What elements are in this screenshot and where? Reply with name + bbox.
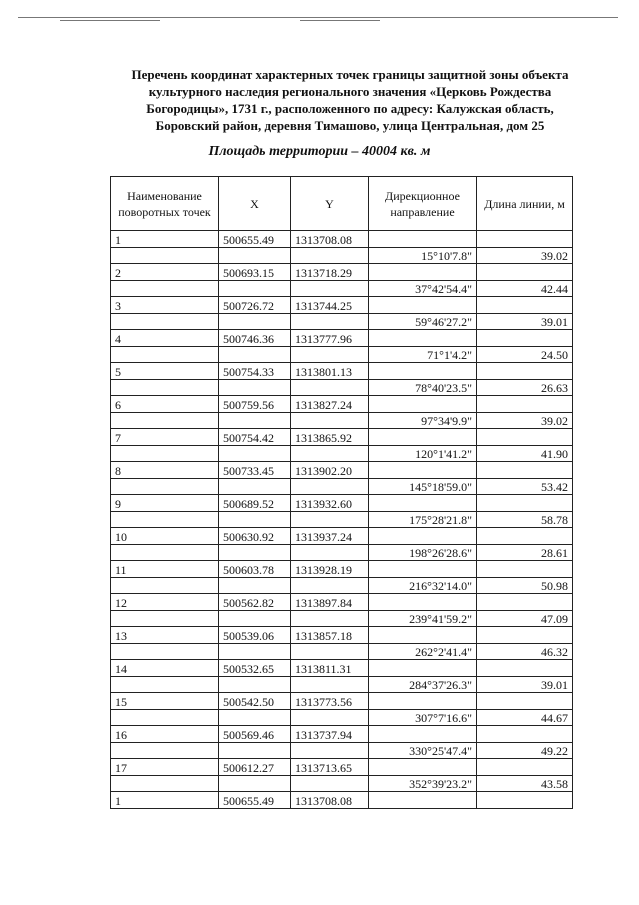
direction-cell: 262°2'41.4" — [369, 643, 477, 660]
empty-cell — [291, 742, 369, 759]
point-name-cell: 14 — [111, 660, 219, 677]
segment-row — [111, 709, 573, 726]
direction-cell: 145°18'59.0" — [369, 478, 477, 495]
direction-cell: 175°28'21.8" — [369, 511, 477, 528]
empty-cell — [369, 330, 477, 347]
segment-row — [111, 247, 573, 264]
empty-cell — [369, 264, 477, 281]
empty-cell — [291, 445, 369, 462]
empty-cell — [477, 627, 573, 644]
empty-cell — [291, 412, 369, 429]
x-cell: 500603.78 — [219, 561, 291, 578]
y-cell: 1313857.18 — [291, 627, 369, 644]
segment-row — [111, 313, 573, 330]
point-row — [111, 693, 573, 710]
point-name-cell: 6 — [111, 396, 219, 413]
segment-row — [111, 379, 573, 396]
empty-cell — [477, 726, 573, 743]
x-cell: 500754.33 — [219, 363, 291, 380]
segment-row — [111, 445, 573, 462]
empty-cell — [369, 693, 477, 710]
point-row — [111, 264, 573, 281]
scan-artifact-line — [18, 17, 618, 18]
empty-cell — [111, 412, 219, 429]
length-cell: 53.42 — [477, 478, 573, 495]
point-row — [111, 627, 573, 644]
point-row — [111, 660, 573, 677]
empty-cell — [111, 610, 219, 627]
header-point-name: Наименование поворотных точек — [111, 177, 219, 231]
point-row — [111, 759, 573, 776]
direction-cell: 352°39'23.2" — [369, 775, 477, 792]
direction-cell: 284°37'26.3" — [369, 676, 477, 693]
y-cell: 1313718.29 — [291, 264, 369, 281]
point-name-cell: 7 — [111, 429, 219, 446]
empty-cell — [219, 577, 291, 594]
empty-cell — [369, 297, 477, 314]
point-row — [111, 462, 573, 479]
direction-cell: 216°32'14.0" — [369, 577, 477, 594]
segment-row — [111, 676, 573, 693]
empty-cell — [111, 709, 219, 726]
empty-cell — [291, 346, 369, 363]
segment-row — [111, 775, 573, 792]
empty-cell — [291, 379, 369, 396]
empty-cell — [291, 577, 369, 594]
empty-cell — [111, 742, 219, 759]
length-cell: 49.22 — [477, 742, 573, 759]
empty-cell — [291, 313, 369, 330]
point-name-cell: 1 — [111, 792, 219, 809]
empty-cell — [219, 247, 291, 264]
length-cell: 28.61 — [477, 544, 573, 561]
empty-cell — [219, 346, 291, 363]
point-row — [111, 363, 573, 380]
empty-cell — [111, 313, 219, 330]
y-cell: 1313932.60 — [291, 495, 369, 512]
empty-cell — [219, 676, 291, 693]
empty-cell — [219, 742, 291, 759]
y-cell: 1313708.08 — [291, 231, 369, 248]
direction-cell: 239°41'59.2" — [369, 610, 477, 627]
direction-cell: 71°1'4.2" — [369, 346, 477, 363]
direction-cell: 78°40'23.5" — [369, 379, 477, 396]
direction-cell: 37°42'54.4" — [369, 280, 477, 297]
empty-cell — [369, 726, 477, 743]
segment-row — [111, 511, 573, 528]
point-name-cell: 3 — [111, 297, 219, 314]
empty-cell — [477, 528, 573, 545]
length-cell: 39.02 — [477, 412, 573, 429]
empty-cell — [477, 792, 573, 809]
length-cell: 41.90 — [477, 445, 573, 462]
length-cell: 39.02 — [477, 247, 573, 264]
segment-row — [111, 577, 573, 594]
empty-cell — [477, 759, 573, 776]
empty-cell — [219, 478, 291, 495]
length-cell: 39.01 — [477, 313, 573, 330]
x-cell: 500630.92 — [219, 528, 291, 545]
empty-cell — [291, 775, 369, 792]
segment-row — [111, 643, 573, 660]
segment-row — [111, 478, 573, 495]
empty-cell — [291, 511, 369, 528]
empty-cell — [369, 660, 477, 677]
empty-cell — [219, 775, 291, 792]
empty-cell — [477, 231, 573, 248]
coordinates-table — [110, 176, 573, 809]
length-cell: 46.32 — [477, 643, 573, 660]
y-cell: 1313902.20 — [291, 462, 369, 479]
direction-cell: 307°7'16.6" — [369, 709, 477, 726]
length-cell: 24.50 — [477, 346, 573, 363]
x-cell: 500746.36 — [219, 330, 291, 347]
y-cell: 1313865.92 — [291, 429, 369, 446]
x-cell: 500562.82 — [219, 594, 291, 611]
empty-cell — [219, 445, 291, 462]
point-row — [111, 792, 573, 809]
empty-cell — [477, 462, 573, 479]
y-cell: 1313713.65 — [291, 759, 369, 776]
x-cell: 500689.52 — [219, 495, 291, 512]
empty-cell — [291, 544, 369, 561]
length-cell: 44.67 — [477, 709, 573, 726]
point-name-cell: 1 — [111, 231, 219, 248]
empty-cell — [111, 676, 219, 693]
header-y: Y — [291, 177, 369, 231]
point-row — [111, 297, 573, 314]
segment-row — [111, 280, 573, 297]
empty-cell — [111, 511, 219, 528]
point-name-cell: 8 — [111, 462, 219, 479]
empty-cell — [477, 330, 573, 347]
empty-cell — [219, 280, 291, 297]
point-name-cell: 13 — [111, 627, 219, 644]
empty-cell — [369, 627, 477, 644]
empty-cell — [477, 561, 573, 578]
empty-cell — [219, 511, 291, 528]
title-line: Боровский район, деревня Тимашово, улица Центральная, дом 25 — [155, 118, 545, 133]
point-name-cell: 15 — [111, 693, 219, 710]
y-cell: 1313937.24 — [291, 528, 369, 545]
x-cell: 500542.50 — [219, 693, 291, 710]
empty-cell — [477, 495, 573, 512]
point-name-cell: 4 — [111, 330, 219, 347]
title-line: Богородицы», 1731 г., расположенного по адресу: Калужская область, — [146, 101, 554, 116]
x-cell: 500539.06 — [219, 627, 291, 644]
x-cell: 500655.49 — [219, 231, 291, 248]
empty-cell — [369, 396, 477, 413]
empty-cell — [111, 577, 219, 594]
empty-cell — [291, 643, 369, 660]
x-cell: 500726.72 — [219, 297, 291, 314]
empty-cell — [111, 544, 219, 561]
empty-cell — [369, 759, 477, 776]
empty-cell — [291, 478, 369, 495]
empty-cell — [111, 247, 219, 264]
table-header-row — [111, 177, 573, 231]
y-cell: 1313737.94 — [291, 726, 369, 743]
x-cell: 500532.65 — [219, 660, 291, 677]
y-cell: 1313827.24 — [291, 396, 369, 413]
empty-cell — [219, 643, 291, 660]
area-caption: Площадь территории – 40004 кв. м — [208, 144, 431, 159]
empty-cell — [291, 280, 369, 297]
point-name-cell: 10 — [111, 528, 219, 545]
table-body — [111, 231, 573, 809]
x-cell: 500693.15 — [219, 264, 291, 281]
title-line: Перечень координат характерных точек границы защитной зоны объекта — [131, 67, 569, 82]
empty-cell — [369, 495, 477, 512]
empty-cell — [477, 396, 573, 413]
empty-cell — [477, 264, 573, 281]
empty-cell — [477, 429, 573, 446]
point-row — [111, 594, 573, 611]
empty-cell — [111, 445, 219, 462]
empty-cell — [477, 693, 573, 710]
empty-cell — [291, 247, 369, 264]
point-row — [111, 495, 573, 512]
scan-artifact-line — [300, 20, 380, 21]
y-cell: 1313928.19 — [291, 561, 369, 578]
empty-cell — [219, 544, 291, 561]
point-name-cell: 5 — [111, 363, 219, 380]
empty-cell — [369, 792, 477, 809]
empty-cell — [219, 313, 291, 330]
point-name-cell: 11 — [111, 561, 219, 578]
empty-cell — [219, 379, 291, 396]
empty-cell — [291, 610, 369, 627]
x-cell: 500733.45 — [219, 462, 291, 479]
x-cell: 500759.56 — [219, 396, 291, 413]
length-cell: 50.98 — [477, 577, 573, 594]
direction-cell: 198°26'28.6" — [369, 544, 477, 561]
x-cell: 500655.49 — [219, 792, 291, 809]
direction-cell: 97°34'9.9" — [369, 412, 477, 429]
direction-cell: 120°1'41.2" — [369, 445, 477, 462]
empty-cell — [369, 363, 477, 380]
direction-cell: 330°25'47.4" — [369, 742, 477, 759]
x-cell: 500569.46 — [219, 726, 291, 743]
point-name-cell: 16 — [111, 726, 219, 743]
empty-cell — [477, 594, 573, 611]
header-direction: Дирекционное направление — [369, 177, 477, 231]
empty-cell — [477, 660, 573, 677]
length-cell: 58.78 — [477, 511, 573, 528]
empty-cell — [369, 561, 477, 578]
direction-cell: 15°10'7.8" — [369, 247, 477, 264]
y-cell: 1313897.84 — [291, 594, 369, 611]
segment-row — [111, 346, 573, 363]
point-name-cell: 2 — [111, 264, 219, 281]
point-row — [111, 231, 573, 248]
y-cell: 1313801.13 — [291, 363, 369, 380]
empty-cell — [111, 643, 219, 660]
length-cell: 43.58 — [477, 775, 573, 792]
y-cell: 1313708.08 — [291, 792, 369, 809]
point-name-cell: 9 — [111, 495, 219, 512]
segment-row — [111, 610, 573, 627]
y-cell: 1313811.31 — [291, 660, 369, 677]
length-cell: 47.09 — [477, 610, 573, 627]
empty-cell — [219, 610, 291, 627]
empty-cell — [111, 346, 219, 363]
point-row — [111, 726, 573, 743]
length-cell: 42.44 — [477, 280, 573, 297]
empty-cell — [111, 478, 219, 495]
point-row — [111, 429, 573, 446]
y-cell: 1313744.25 — [291, 297, 369, 314]
empty-cell — [219, 412, 291, 429]
point-name-cell: 12 — [111, 594, 219, 611]
y-cell: 1313777.96 — [291, 330, 369, 347]
segment-row — [111, 412, 573, 429]
segment-row — [111, 742, 573, 759]
point-row — [111, 330, 573, 347]
point-row — [111, 528, 573, 545]
scan-artifact-line — [60, 20, 160, 21]
empty-cell — [111, 379, 219, 396]
empty-cell — [369, 429, 477, 446]
empty-cell — [291, 709, 369, 726]
empty-cell — [111, 280, 219, 297]
empty-cell — [291, 676, 369, 693]
point-row — [111, 396, 573, 413]
direction-cell: 59°46'27.2" — [369, 313, 477, 330]
header-length: Длина линии, м — [477, 177, 573, 231]
empty-cell — [369, 594, 477, 611]
empty-cell — [369, 528, 477, 545]
empty-cell — [369, 231, 477, 248]
segment-row — [111, 544, 573, 561]
point-row — [111, 561, 573, 578]
empty-cell — [369, 462, 477, 479]
y-cell: 1313773.56 — [291, 693, 369, 710]
empty-cell — [219, 709, 291, 726]
empty-cell — [111, 775, 219, 792]
point-name-cell: 17 — [111, 759, 219, 776]
empty-cell — [477, 363, 573, 380]
x-cell: 500612.27 — [219, 759, 291, 776]
length-cell: 39.01 — [477, 676, 573, 693]
empty-cell — [477, 297, 573, 314]
header-x: X — [219, 177, 291, 231]
x-cell: 500754.42 — [219, 429, 291, 446]
title-line: культурного наследия регионального значения «Церковь Рождества — [148, 84, 552, 99]
length-cell: 26.63 — [477, 379, 573, 396]
document-title — [60, 66, 639, 134]
